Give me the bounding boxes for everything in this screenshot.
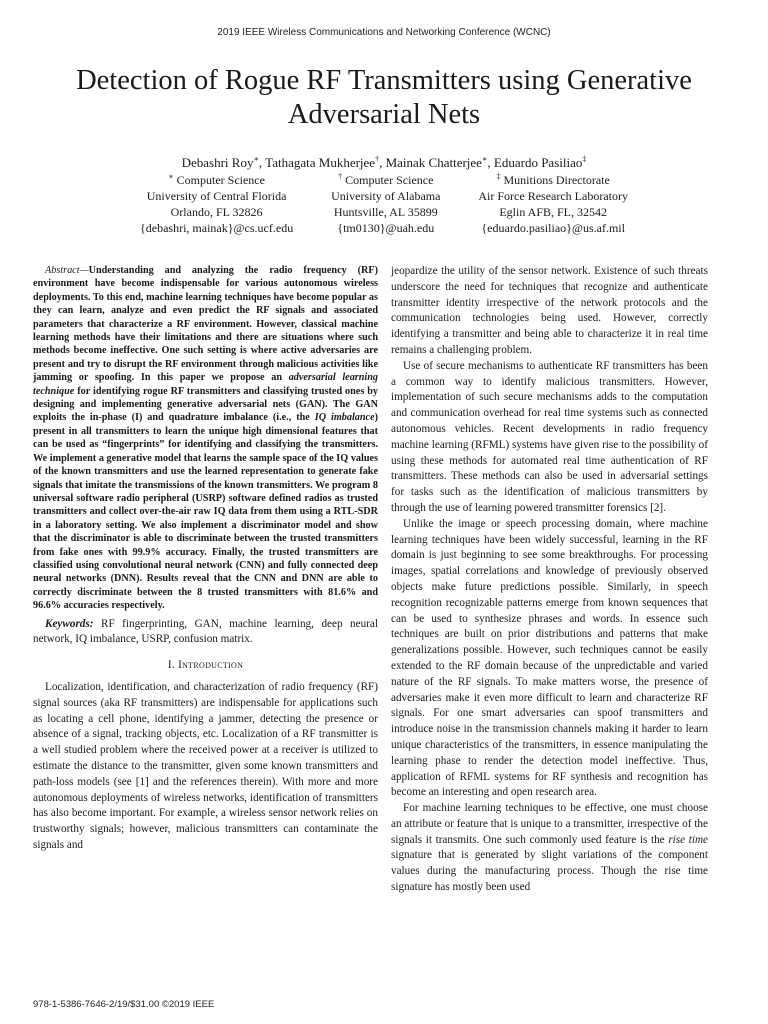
abstract-text: Understanding and analyzing the radio frequency (RF) environment have become indispensable for various autonomous wireless deployments. To this end, machine learning techniques have become popular as they can learn, analyze and even predict the RF signals and associated parameters that characterize a RF environment. However, classical machine learning methods have their limitations and there are situations where such methods become ineffective. One such setting is where active adversaries are present and try to disrupt the RF environment through malicious activities like jamming or spoofing. In this paper we propose an bbox=[33, 265, 378, 384]
affiliation-afrl bbox=[478, 172, 628, 236]
affiliation-uah bbox=[331, 172, 440, 236]
affil-org: University of Alabama bbox=[331, 189, 441, 203]
author-mark: ∗ bbox=[481, 154, 488, 164]
affil-dept: Computer Science bbox=[345, 173, 434, 187]
section-number: I. bbox=[167, 659, 175, 672]
paragraph: Use of secure mechanisms to authenticate RF transmitters has been a common way to identify malicious transmitters. However, implementation of such secure mechanisms adds to the computation and communication overhead for real time systems such as connected autonomous vehicles. Recent developments in radio frequency machine learning (RFML) systems have given rise to the possibility of using these methods for automated real time authentication of RF transmitters. These methods can also be used in adversarial settings for tasks such as the identification of malicious transmitters by through the use of learning powered transmitter forensics [2]. bbox=[391, 359, 708, 514]
keywords-label: Keywords: bbox=[45, 617, 94, 630]
abstract-emphasis: adversarial learning technique bbox=[33, 372, 379, 397]
abstract-text: ) present in all transmitters to learn the unique high dimensional features that can be used as “fingerprints” for identifying and classifying the transmitters. We implement a generative model that learns the sample space of the IQ values of the known transmitters and use the learned representation to generate fake signals that imitate the transmissions of the known transmitters. We program 8 universal software radio peripheral (USRP) software defined radios as trusted transmitters and collect over-the-air raw IQ data from them using a RTL-SDR in a laboratory setting. We also implement a discriminator model and show that the discriminator is able to discriminate between the trusted transmitters from fake ones with 99.9% accuracy. Finally, the trusted transmitters are classified using convolutional neural network (CNN) and fully connected deep neural networks (DNN). Results reveal that the CNN and DNN are able to correctly discriminate between the 8 trusted transmitters with 81.6% and 96.6% accuracies respectively. bbox=[33, 412, 378, 612]
affil-location: Huntsville, AL 35899 bbox=[333, 205, 438, 219]
keywords-text: RF fingerprinting, GAN, machine learning, deep neural network, IQ imbalance, USRP, confusion matrix. bbox=[33, 617, 379, 646]
author-line: Debashri Roy∗, Tathagata Mukherjee†, Mainak Chatterjee∗, Eduardo Pasiliao‡ bbox=[181, 154, 587, 170]
affil-dept: Munitions Directorate bbox=[503, 173, 610, 187]
left-column bbox=[33, 264, 378, 854]
copyright-footer: 978-1-5386-7646-2/19/$31.00 ©2019 IEEE bbox=[33, 999, 215, 1010]
affiliations bbox=[140, 172, 628, 236]
affil-mark: † bbox=[338, 172, 343, 181]
author-name: Mainak Chatterjee bbox=[385, 155, 482, 170]
abstract-label: Abstract— bbox=[45, 265, 89, 276]
section-heading bbox=[33, 658, 378, 674]
paragraph: Unlike the image or speech processing domain, where machine learning techniques have been widely successful, learning in the RF domain is just beginning to see some breakthroughs. For processing images, spatial correlations and knowledge of previously observed objects make future predictions possible. Similarly, in speech recognition recognizable patterns emerge from known sequences that can be used to synthesize phrases and words. In essence such techniques are built on prior distributions and patterns that make generalizations possible. However, such techniques cannot be easily extended to the RF domain because of the unpredictable and varied nature of the RF signals. To make matters worse, the presence of adversaries make it even more difficult to learn and characterize RF signals. For one smart adversaries can spoof transmitters and introduce noise in the transmission channels making it harder to learn unique characteristics of the transmitters, in essence manipulating the learning phase to render the detection model ineffective. Thus, application of RFML systems for RF synthesis and recognition has become an interesting and open research area. bbox=[391, 517, 708, 799]
affil-org: Air Force Research Laboratory bbox=[478, 189, 628, 203]
abstract bbox=[33, 264, 378, 613]
paragraph-emphasis: rise time bbox=[668, 833, 709, 846]
affil-mark: ∗ bbox=[168, 172, 174, 181]
abstract-text: for identifying rogue RF transmitters and classifying trusted ones by designing and implementing generative adversarial nets (GAN). The GAN exploits the in-phase (I) and quadrature imbalance (i.e., the bbox=[33, 385, 378, 424]
affil-location: Orlando, FL 32826 bbox=[170, 205, 263, 219]
author-mark: ‡ bbox=[582, 154, 587, 164]
paragraph bbox=[391, 801, 708, 896]
paragraph-text: signature that is generated by slight variations of the component values during the manufacturing process. Though the rise time signature has mostly been used bbox=[391, 849, 708, 894]
affiliation-ucf bbox=[140, 172, 293, 236]
paragraph-text: For machine learning techniques to be effective, one must choose an attribute or feature that is unique to a transmitter, irrespective of the signals it transmits. One such commonly used feature is the bbox=[391, 802, 708, 846]
affil-email: {debashri, mainak}@cs.ucf.edu bbox=[140, 221, 294, 235]
author-name: Eduardo Pasiliao bbox=[493, 155, 583, 170]
affil-org: University of Central Florida bbox=[146, 189, 287, 203]
right-column bbox=[391, 264, 708, 896]
abstract-emphasis: IQ imbalance bbox=[314, 412, 375, 424]
affil-mark: ‡ bbox=[496, 172, 501, 181]
affil-dept: Computer Science bbox=[176, 173, 265, 187]
author-name: Tathagata Mukherjee bbox=[265, 155, 376, 170]
author-name: Debashri Roy bbox=[181, 155, 254, 170]
paragraph: jeopardize the utility of the sensor network. Existence of such threats underscore the need for techniques that recognize and authenticate transmitter identity irrespective of the network protocols and the communication technologies being used. However, correctly identifying a transmitter and being able to characterize it in real time remains a challenging problem. bbox=[391, 265, 708, 356]
affil-email: {eduardo.pasiliao}@us.af.mil bbox=[481, 221, 625, 235]
section-title: Introduction bbox=[178, 659, 244, 672]
affil-location: Eglin AFB, FL, 32542 bbox=[499, 205, 608, 219]
paragraph: Localization, identification, and characterization of radio frequency (RF) signal sources (aka RF transmitters) are indispensable for applications such as locating a cell phone, identifying a jammer, detecting the presence or absence of a signal, tracking objects, etc. Localization of a RF transmitter is a well studied problem where the received power at a receiver is utilized to estimate the distance to the transmitter, given some known transmitters and path-loss models (see [1] and the references therein). With more and more autonomous deployments of wireless networks, identification of transmitters has also become important. For example, a wireless sensor network relies on trustworthy signals; however, malicious transmitters can contaminate the signals and bbox=[33, 680, 378, 851]
affil-email: {tm0130}@uah.edu bbox=[337, 221, 435, 235]
paper-title: Detection of Rogue RF Transmitters using Generative Adversarial Nets bbox=[76, 65, 692, 130]
keywords bbox=[33, 617, 378, 649]
conference-header: 2019 IEEE Wireless Communications and Networking Conference (WCNC) bbox=[217, 27, 551, 38]
author-mark: ∗ bbox=[253, 154, 259, 164]
author-mark: † bbox=[375, 154, 380, 164]
